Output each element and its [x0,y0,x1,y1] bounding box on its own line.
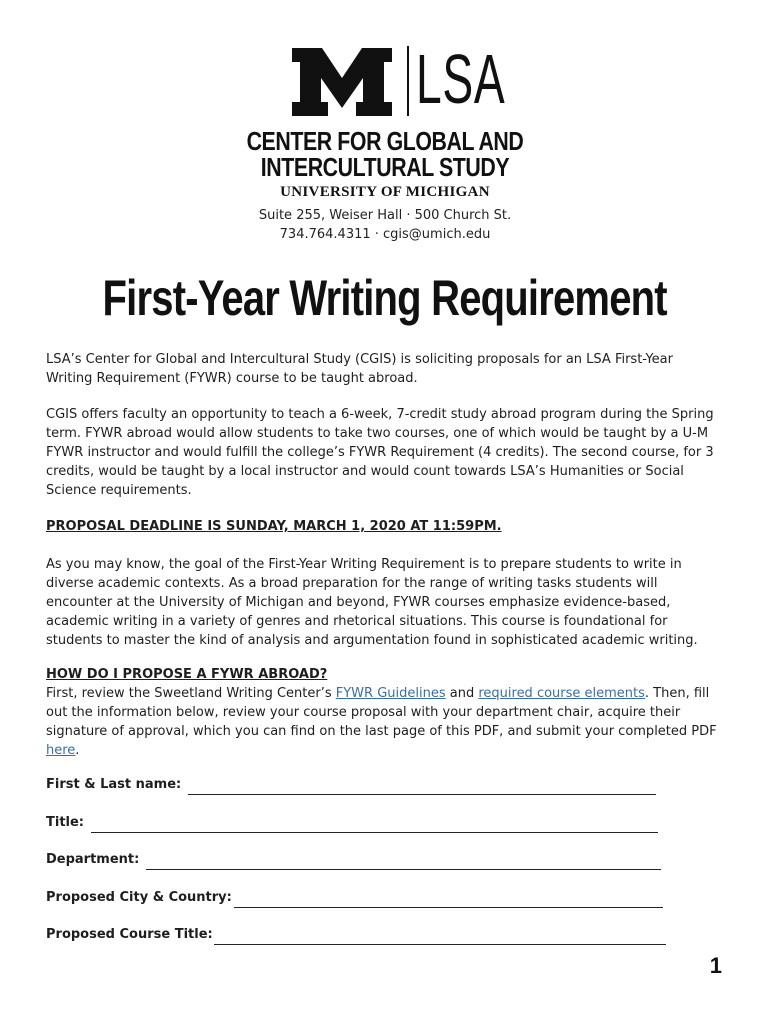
goal-paragraph: As you may know, the goal of the First-Year Writing Requirement is to prepare students to write in diverse academic contexts. As a broad preparation for the range of writing tasks students will encounter at the University of Michigan and beyond, FYWR courses emphasize evidence-based, academic writing in a variety of genres and rhetorical situations. This course is foundational for students to master the kind of analysis and argumentation found in sophisticated academic writing. [46,557,698,648]
umich-lsa-logo [292,40,512,120]
how-to-propose-section [46,665,718,760]
department-field-line[interactable] [146,869,661,870]
how-text-d: . [75,743,80,758]
contact-line: 734.764.4311 · cgis@umich.edu [279,227,491,242]
letterhead [0,40,770,244]
submit-here-link[interactable]: here [46,743,76,758]
block-m-logo-icon [292,48,392,116]
address-line: Suite 255, Weiser Hall · 500 Church St. [258,208,512,223]
deadline-notice: PROPOSAL DEADLINE IS SUNDAY, MARCH 1, 2020 AT 11:59PM. [46,519,502,534]
city-country-field[interactable] [46,890,663,910]
page-number: 1 [709,953,722,978]
page-title [0,268,770,328]
how-text-c: . Then, fill out the information below, review your course proposal with your department chair, acquire their signature of approval, which you can find on the last page of this PDF, and submit your completed PDF [46,686,717,739]
center-name-line2: INTERCULTURAL STUDY [260,152,510,182]
title-field-line[interactable] [91,832,658,833]
how-to-propose-heading: HOW DO I PROPOSE A FYWR ABROAD? [46,667,328,682]
course-title-field[interactable] [46,927,666,947]
course-title-field-label: Proposed Course Title: [46,927,213,942]
city-country-field-label: Proposed City & Country: [46,890,232,905]
name-field-line[interactable] [188,794,656,795]
how-text-a: First, review the Sweetland Writing Center’s [46,686,336,701]
program-paragraph: CGIS offers faculty an opportunity to teach a 6-week, 7-credit study abroad program during the Spring term. FYWR abroad would allow students to take two courses, one of which would be taught by a U-M FYWR instructor and would fulfill the college’s FYWR Requirement (4 credits). The second course, for 3 credits, would be taught by a local instructor and would count towards LSA’s Humanities or Social Science requirements. [46,407,714,498]
department-field-label: Department: [46,852,140,867]
required-course-elements-link[interactable]: required course elements [478,686,645,701]
name-field-label: First & Last name: [46,777,182,792]
name-field[interactable] [46,777,656,797]
university-name: UNIVERSITY OF MICHIGAN [280,184,490,200]
page-title-text: First-Year Writing Requirement [102,270,668,326]
fywr-guidelines-link[interactable]: FYWR Guidelines [335,686,446,701]
lsa-logo-text: LSA [416,40,506,118]
title-field-label: Title: [46,815,85,830]
logo-divider [407,46,409,116]
course-title-field-line[interactable] [214,944,666,945]
city-country-field-line[interactable] [234,907,663,908]
title-field[interactable] [46,815,658,835]
intro-paragraph: LSA’s Center for Global and Intercultural Study (CGIS) is soliciting proposals for an LSA First-Year Writing Requirement (FYWR) course to be taught abroad. [46,352,673,386]
how-text-b: and [445,686,479,701]
department-field[interactable] [46,852,661,872]
center-name-line1: CENTER FOR GLOBAL AND [246,126,524,156]
center-name [0,128,770,180]
